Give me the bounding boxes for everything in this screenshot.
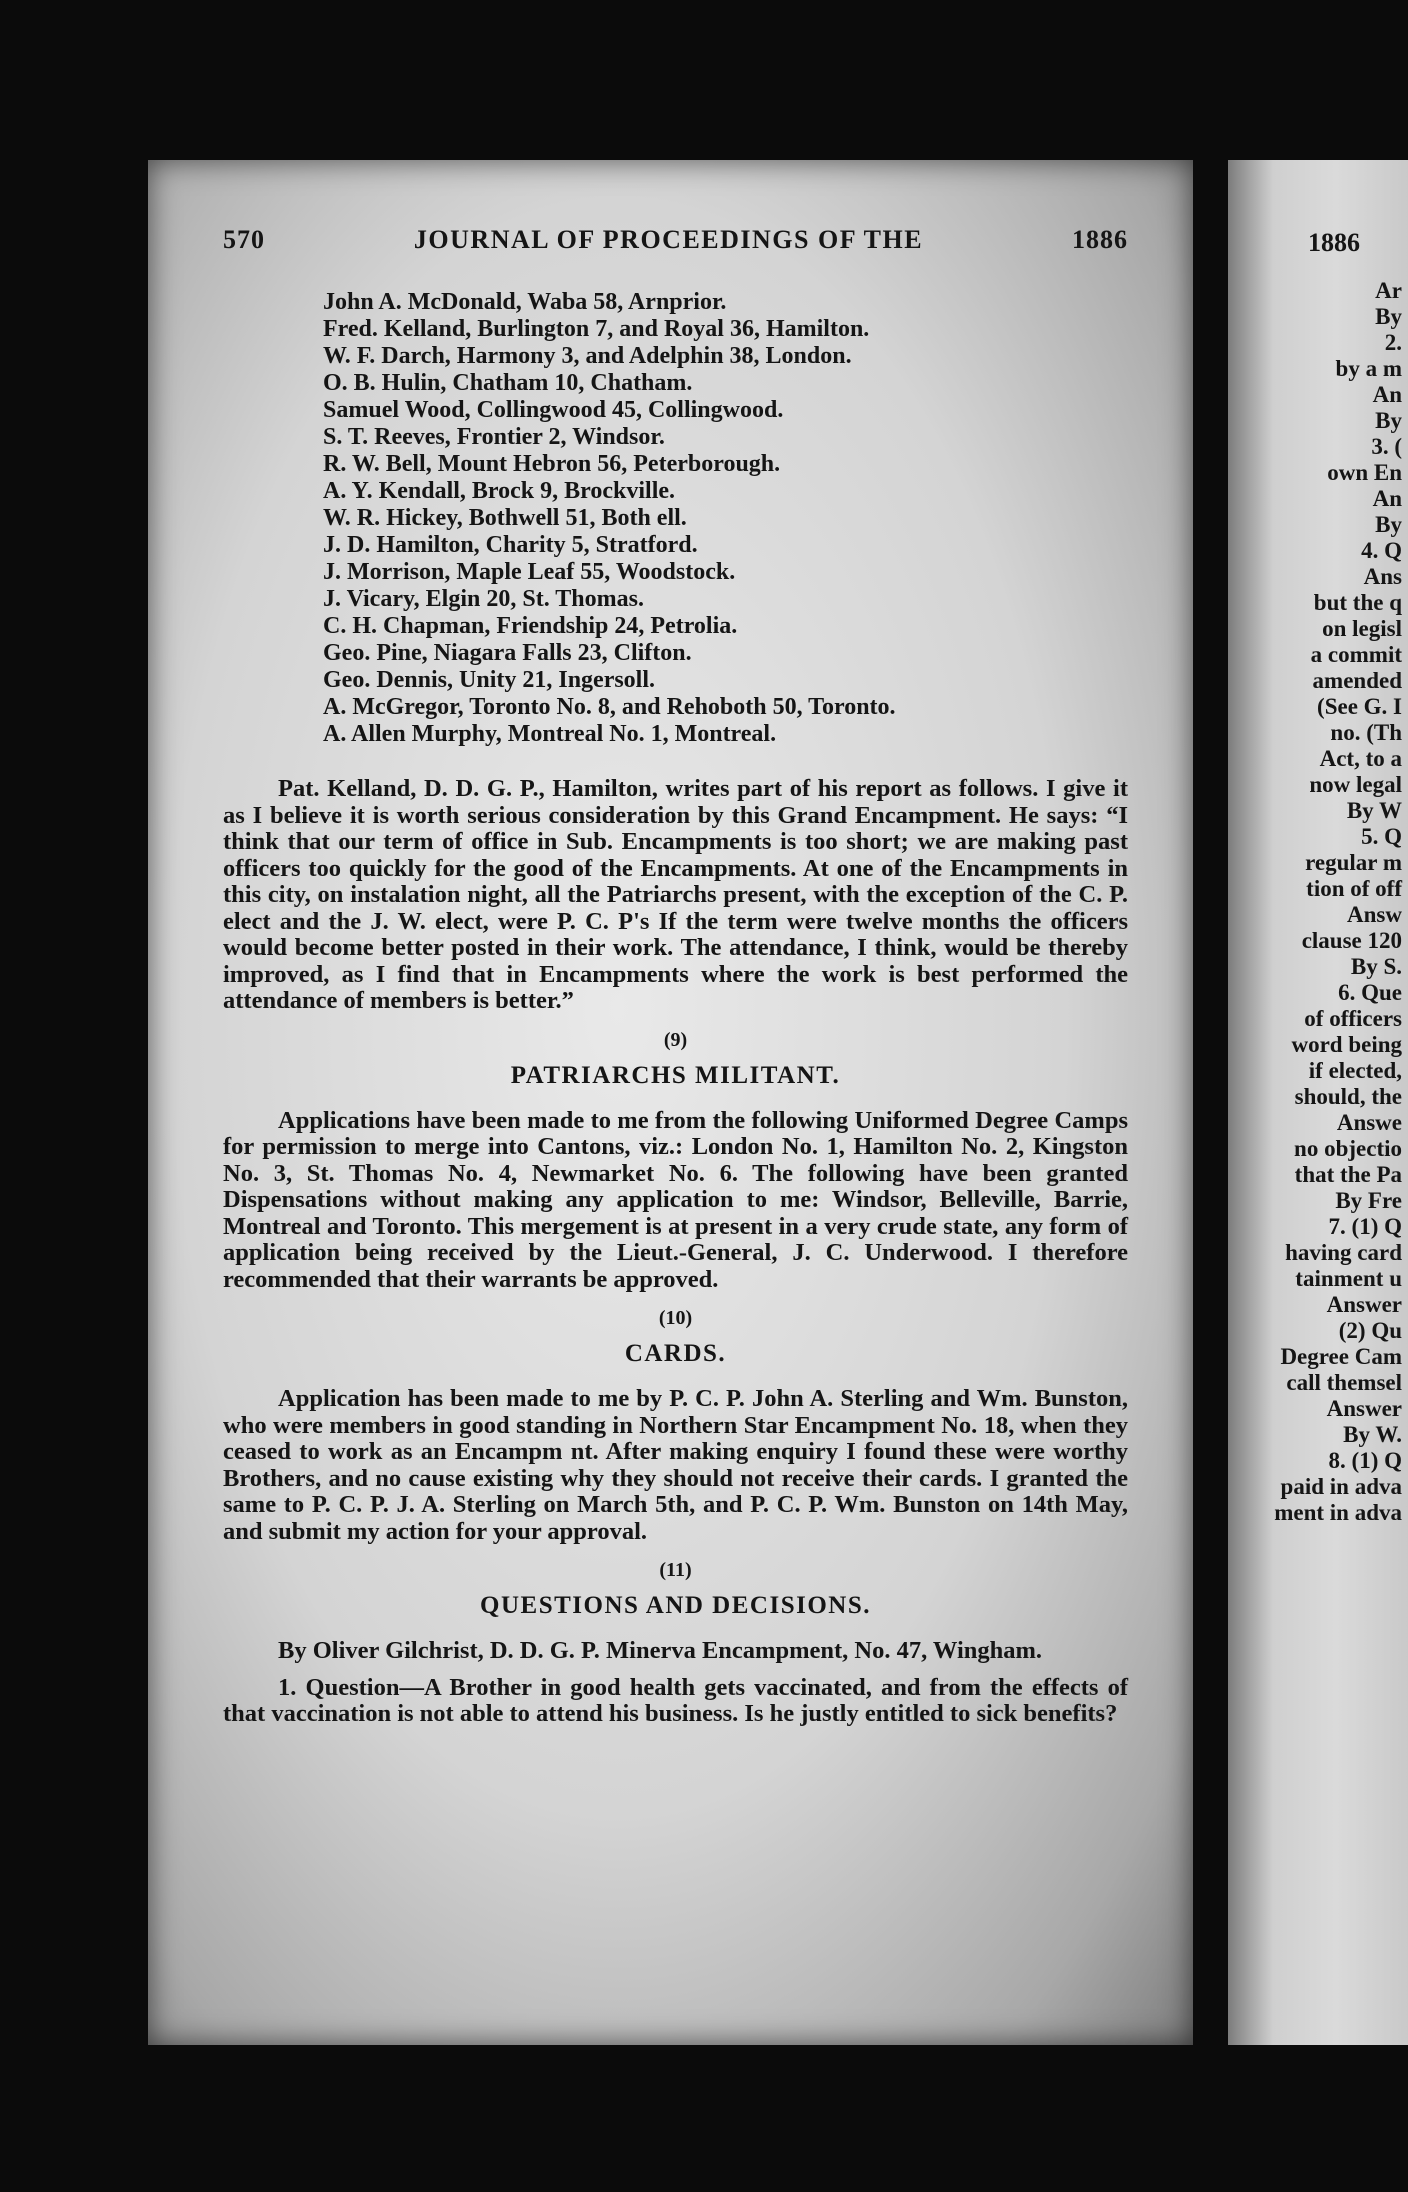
right-page-line: An bbox=[1372, 382, 1402, 407]
section-number-10: (10) bbox=[658, 1307, 693, 1329]
right-page-line: no objectio bbox=[1294, 1136, 1402, 1161]
header-year: 1886 bbox=[1072, 225, 1128, 254]
page-content bbox=[223, 225, 1128, 1728]
right-page-line: By Fre bbox=[1335, 1188, 1402, 1213]
right-page-line: ment in adva bbox=[1274, 1500, 1402, 1525]
kelland-report-paragraph: Pat. Kelland, D. D. G. P., Hamilton, writes part of his report as follows. I give it as I believe it is worth serious consideration by this Grand Encampment. He says: “I think that our term of office in Sub. Encampments is too short; we are making past officers too quickly for the good of the Encampments. At one of the Encampments in this city, on instalation night, all the Patriarchs present, with the exception of the C. P. elect and the J. W. elect, were P. C. P's If the term were twelve months the officers would become better posted in their work. The attendance, I think, would be thereby improved, as I find that in Encampments where the work is best performed the attendance of members is better.” bbox=[223, 775, 1128, 1014]
right-page-line: that the Pa bbox=[1294, 1162, 1402, 1187]
right-page-line: should, the bbox=[1294, 1084, 1402, 1109]
list-item: A. Allen Murphy, Montreal No. 1, Montreal. bbox=[323, 721, 777, 747]
section-title-questions-decisions: QUESTIONS AND DECISIONS. bbox=[480, 1592, 871, 1619]
list-item: J. Morrison, Maple Leaf 55, Woodstock. bbox=[323, 559, 736, 585]
right-page-line: having card bbox=[1285, 1240, 1402, 1265]
section-title-cards: CARDS. bbox=[624, 1340, 727, 1367]
right-page-line: 8. (1) Q bbox=[1328, 1448, 1402, 1473]
list-item: C. H. Chapman, Friendship 24, Petrolia. bbox=[323, 613, 738, 639]
right-page-line: on legisl bbox=[1322, 616, 1402, 641]
byline-gilchrist: By Oliver Gilchrist, D. D. G. P. Minerva Encampment, No. 47, Wingham. bbox=[278, 1637, 1043, 1664]
right-page-line: By S. bbox=[1350, 954, 1402, 979]
right-page-line: tainment u bbox=[1295, 1266, 1402, 1291]
right-page-line: (2) Qu bbox=[1338, 1318, 1402, 1343]
list-item: Samuel Wood, Collingwood 45, Collingwood. bbox=[323, 397, 784, 423]
right-page-fragments bbox=[1238, 278, 1408, 1526]
right-page-line: of officers bbox=[1304, 1006, 1402, 1031]
list-item: W. F. Darch, Harmony 3, and Adelphin 38, London. bbox=[323, 343, 852, 369]
section-number-11: (11) bbox=[659, 1559, 692, 1581]
right-page-line: call themsel bbox=[1286, 1370, 1402, 1395]
right-page-line: By bbox=[1375, 408, 1402, 433]
right-page-line: own En bbox=[1327, 460, 1402, 485]
running-title: JOURNAL OF PROCEEDINGS OF THE bbox=[413, 225, 924, 254]
list-item: A. McGregor, Toronto No. 8, and Rehoboth 50, Toronto. bbox=[323, 694, 896, 720]
question-1: 1. Question—A Brother in good health gets vaccinated, and from the effects of that vaccination is not able to attend his business. Is he justly entitled to sick benefits? bbox=[223, 1673, 1128, 1727]
section-number-9: (9) bbox=[663, 1028, 688, 1051]
officer-list bbox=[323, 289, 1128, 748]
list-item: Geo. Dennis, Unity 21, Ingersoll. bbox=[323, 667, 656, 693]
list-item: O. B. Hulin, Chatham 10, Chatham. bbox=[323, 370, 693, 396]
right-page-line: 7. (1) Q bbox=[1328, 1214, 1402, 1239]
right-page-line: now legal bbox=[1309, 772, 1402, 797]
list-item: A. Y. Kendall, Brock 9, Brockville. bbox=[323, 478, 676, 504]
right-page-line: 6. Que bbox=[1338, 980, 1402, 1005]
right-page-line: Ans bbox=[1363, 564, 1402, 589]
list-item: Geo. Pine, Niagara Falls 23, Clifton. bbox=[323, 640, 692, 666]
right-page-line: paid in adva bbox=[1280, 1474, 1402, 1499]
list-item: J. D. Hamilton, Charity 5, Stratford. bbox=[323, 532, 698, 558]
right-page-line: amended bbox=[1312, 668, 1402, 693]
list-item: Fred. Kelland, Burlington 7, and Royal 36, Hamilton. bbox=[323, 316, 870, 342]
list-item: W. R. Hickey, Bothwell 51, Both ell. bbox=[323, 505, 687, 531]
right-page-line: 2. bbox=[1384, 330, 1402, 355]
list-item: S. T. Reeves, Frontier 2, Windsor. bbox=[323, 424, 665, 450]
right-page-line: Answer bbox=[1326, 1292, 1402, 1317]
right-page-line: 4. Q bbox=[1361, 538, 1402, 563]
right-page-line: Answe bbox=[1336, 1110, 1402, 1135]
right-page-line: Degree Cam bbox=[1280, 1344, 1402, 1369]
right-page-line: Answer bbox=[1326, 1396, 1402, 1421]
patriarchs-militant-paragraph: Applications have been made to me from the following Uniformed Degree Camps for permission to merge into Cantons, viz.: London No. 1, Hamilton No. 2, Kingston No. 3, St. Thomas No. 4, Newmarket No. 6. The following have been granted Dispensations without making any application to me: Windsor, Belleville, Barrie, Montreal and Toronto. This mergement is at present in a very crude state, any form of application being received by the Lieut.-General, J. C. Underwood. I therefore recommended that their warrants be approved. bbox=[223, 1106, 1128, 1293]
page-number: 570 bbox=[223, 225, 265, 254]
right-page-line: 3. ( bbox=[1371, 434, 1402, 459]
right-page-line: regular m bbox=[1305, 850, 1402, 875]
right-page-year: 1886 bbox=[1308, 228, 1360, 257]
left-page bbox=[148, 160, 1193, 2045]
right-page-line: word being bbox=[1291, 1032, 1402, 1057]
right-page-line: 5. Q bbox=[1361, 824, 1402, 849]
running-header bbox=[223, 225, 1128, 255]
right-page-line: if elected, bbox=[1308, 1058, 1402, 1083]
list-item: John A. McDonald, Waba 58, Arnprior. bbox=[323, 289, 727, 315]
right-page-line: By bbox=[1375, 304, 1402, 329]
right-page-line: a commit bbox=[1310, 642, 1402, 667]
list-item: J. Vicary, Elgin 20, St. Thomas. bbox=[323, 586, 644, 612]
right-page-line: Act, to a bbox=[1319, 746, 1402, 771]
right-page-line: By W bbox=[1346, 798, 1402, 823]
right-page-line: no. (Th bbox=[1330, 720, 1402, 745]
right-page-line: Ar bbox=[1375, 278, 1402, 303]
right-page-line: By bbox=[1375, 512, 1402, 537]
right-page-line: (See G. I bbox=[1317, 694, 1402, 719]
right-page-edge bbox=[1228, 160, 1408, 2045]
section-title-patriarchs-militant: PATRIARCHS MILITANT. bbox=[510, 1061, 841, 1089]
right-page-line: By W. bbox=[1343, 1422, 1402, 1447]
right-page-line: Answ bbox=[1347, 902, 1402, 927]
right-page-line: but the q bbox=[1313, 590, 1402, 615]
list-item: R. W. Bell, Mount Hebron 56, Peterborough. bbox=[323, 451, 781, 477]
right-page-line: by a m bbox=[1335, 356, 1402, 381]
right-page-line: An bbox=[1372, 486, 1402, 511]
right-page-line: clause 120 bbox=[1301, 928, 1402, 953]
right-page-line: tion of off bbox=[1306, 876, 1402, 901]
cards-paragraph: Application has been made to me by P. C. P. John A. Sterling and Wm. Bunston, who were members in good standing in Northern Star Encampment No. 18, when they ceased to work as an Encampm nt. After making enquiry I found these were worthy Brothers, and no cause existing why they should not receive their cards. I granted the same to P. C. P. J. A. Sterling on March 5th, and P. C. P. Wm. Bunston on 14th May, and submit my action for your approval. bbox=[223, 1385, 1128, 1545]
